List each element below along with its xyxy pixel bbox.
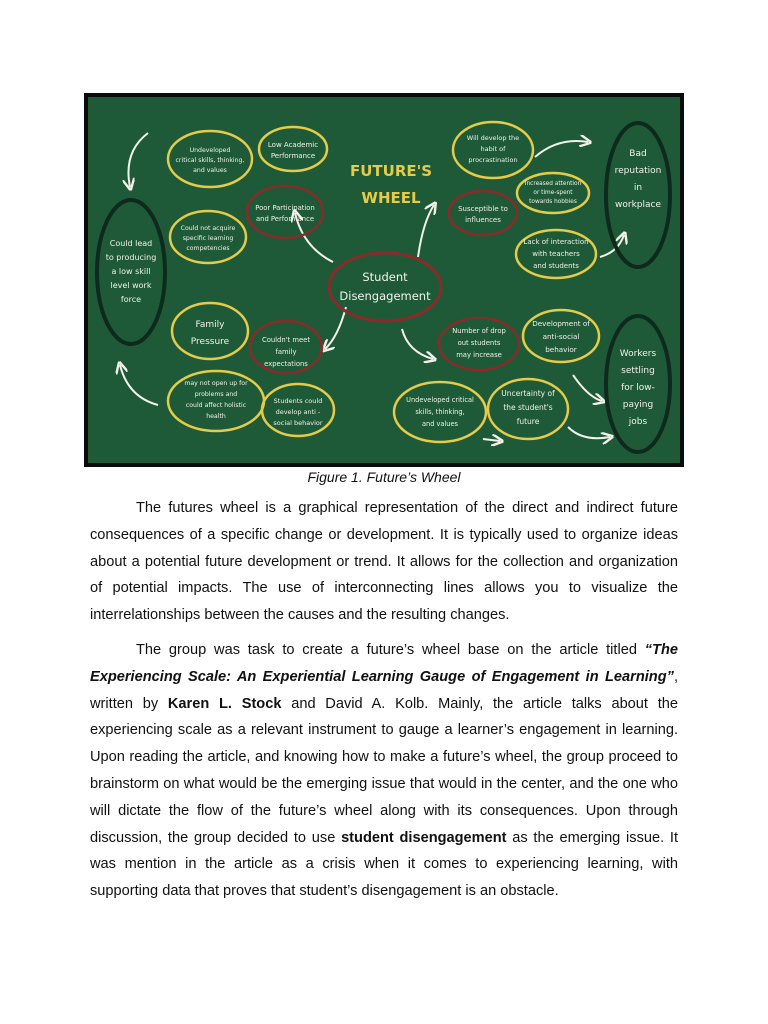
center-line1: Student (362, 270, 408, 284)
node-label-line: social behavior (273, 419, 323, 427)
node-label-line: Students could (273, 397, 323, 405)
node-label-line: develop anti - (275, 408, 321, 416)
node-label-line: Could not acquire (180, 225, 236, 232)
node-drop-out (452, 327, 506, 359)
node-label-line: Undeveloped critical (406, 396, 474, 404)
node-label-line: for low- (621, 383, 655, 393)
node-label-line: in (633, 183, 643, 193)
node-label-line: out students (457, 339, 501, 347)
node-label-line: Performance (270, 152, 316, 160)
figure-title-line1: FUTURE'S (349, 162, 433, 180)
emerging-issue: student disengagement (341, 829, 507, 846)
node-label-line: Development of (532, 319, 590, 328)
node-label-line: Low Academic (267, 141, 319, 149)
node-label-line: Susceptible to (458, 205, 508, 213)
paragraph-2 (90, 637, 678, 905)
node-label-line: a low skill (111, 267, 151, 276)
node-label-line: Undeveloped (189, 147, 231, 154)
node-label-line: may not open up for (184, 380, 248, 387)
futures-wheel-diagram (88, 97, 680, 463)
node-label-line: behavior (545, 345, 577, 354)
node-label-line: reputation (614, 166, 662, 176)
node-label-line: expectations (264, 360, 308, 368)
node-label-line: problems and (194, 391, 238, 398)
node-label-line: procrastination (468, 156, 518, 164)
node-label-line: habit of (480, 145, 506, 153)
node-label-line: Pressure (190, 337, 230, 347)
node-label-line: and students (533, 262, 579, 270)
node-label-line: with teachers (532, 250, 580, 258)
center-line2: Disengagement (339, 289, 431, 303)
node-antisocial-bottom (273, 397, 322, 427)
node-label-line: skills, thinking, (415, 408, 465, 416)
node-label-line: workplace (615, 200, 661, 210)
article-title: “The Experiencing Scale: An Experiential Learning Gauge of Engagement in Learning” (90, 642, 678, 685)
paragraph-2-text-d: as the emerging issue. It was mention in the article as a crisis when it comes to experiencing learning, with supporting data that proves that student’s disengagement is an obstacle. (90, 829, 679, 900)
paragraph-2-text-b: , written by (90, 668, 678, 712)
figure-title-line2: WHEEL (361, 189, 421, 207)
node-label-line: health (206, 413, 226, 420)
node-label-line: the student's (503, 403, 553, 412)
node-label-line: Increased attention (524, 181, 582, 187)
node-label-line: to producing (105, 253, 157, 262)
node-label-line: settling (621, 366, 655, 376)
node-label-line: future (516, 417, 540, 426)
node-label-line: critical skills, thinking, (175, 157, 245, 164)
node-label-line: towards hobbies (529, 199, 577, 205)
node-label-line: Poor Participation (255, 204, 315, 212)
node-label-line: Family (195, 320, 225, 330)
node-label-line: and values (422, 420, 458, 428)
node-could-not-acquire (181, 225, 236, 252)
node-label-line: and values (193, 167, 227, 174)
node-label-line: Workers (619, 349, 657, 359)
figure-caption: Figure 1. Future’s Wheel (307, 469, 461, 485)
paragraph-2-text-c: and David A. Kolb. Mainly, the article talks about the experiencing scale as a relevant instrument to gauge a learner’s engagement in learning. Upon reading the article, and knowing how to make a future’s wheel, the group proceed to brainstorm on what would be the emerging issue that would in the center, and the one who will dictate the flow of the future’s wheel along with its consequences. Upon through discussion, the group decided to use (90, 695, 679, 846)
node-label-line: Bad (629, 149, 647, 159)
node-label-line: jobs (628, 417, 648, 427)
node-label-line: force (120, 295, 142, 304)
node-label-line: level work (110, 281, 152, 290)
node-label-line: and Performance (255, 215, 315, 223)
node-label-line: anti-social (542, 332, 580, 341)
node-label-line: competencies (186, 245, 230, 252)
author-name: Karen L. Stock (167, 695, 282, 712)
node-label-line: may increase (456, 351, 502, 359)
node-label-line: Couldn't meet (261, 336, 311, 344)
node-label-line: influences (465, 216, 501, 224)
node-label-line: Uncertainty of (501, 389, 555, 398)
node-label-line: Lack of interaction (523, 238, 589, 246)
paragraph-1: The futures wheel is a graphical representation of the direct and indirect future consequences of a specific change or development. It is typically used to organize ideas about a potential future development or trend. It allows for the collection and organization of potential impacts. The use of interconnecting lines allows you to visualize the interrelationships between the causes and the resulting changes. (90, 500, 678, 624)
node-label-line: could affect holistic (185, 402, 247, 409)
node-label-line: paying (622, 400, 654, 410)
node-label-line: Number of drop (452, 327, 506, 335)
node-label-line: Could lead (109, 239, 153, 248)
node-label-line: family (275, 348, 297, 356)
paragraph-2-text-a: The group was task to create a future’s wheel base on the article titled (136, 642, 645, 658)
node-label-line: or time-spent (533, 190, 573, 196)
futures-wheel-figure (84, 93, 684, 467)
node-label-line: Will develop the (466, 134, 520, 142)
node-lack-interaction (523, 238, 588, 270)
node-label-line: specific learning (182, 235, 234, 242)
